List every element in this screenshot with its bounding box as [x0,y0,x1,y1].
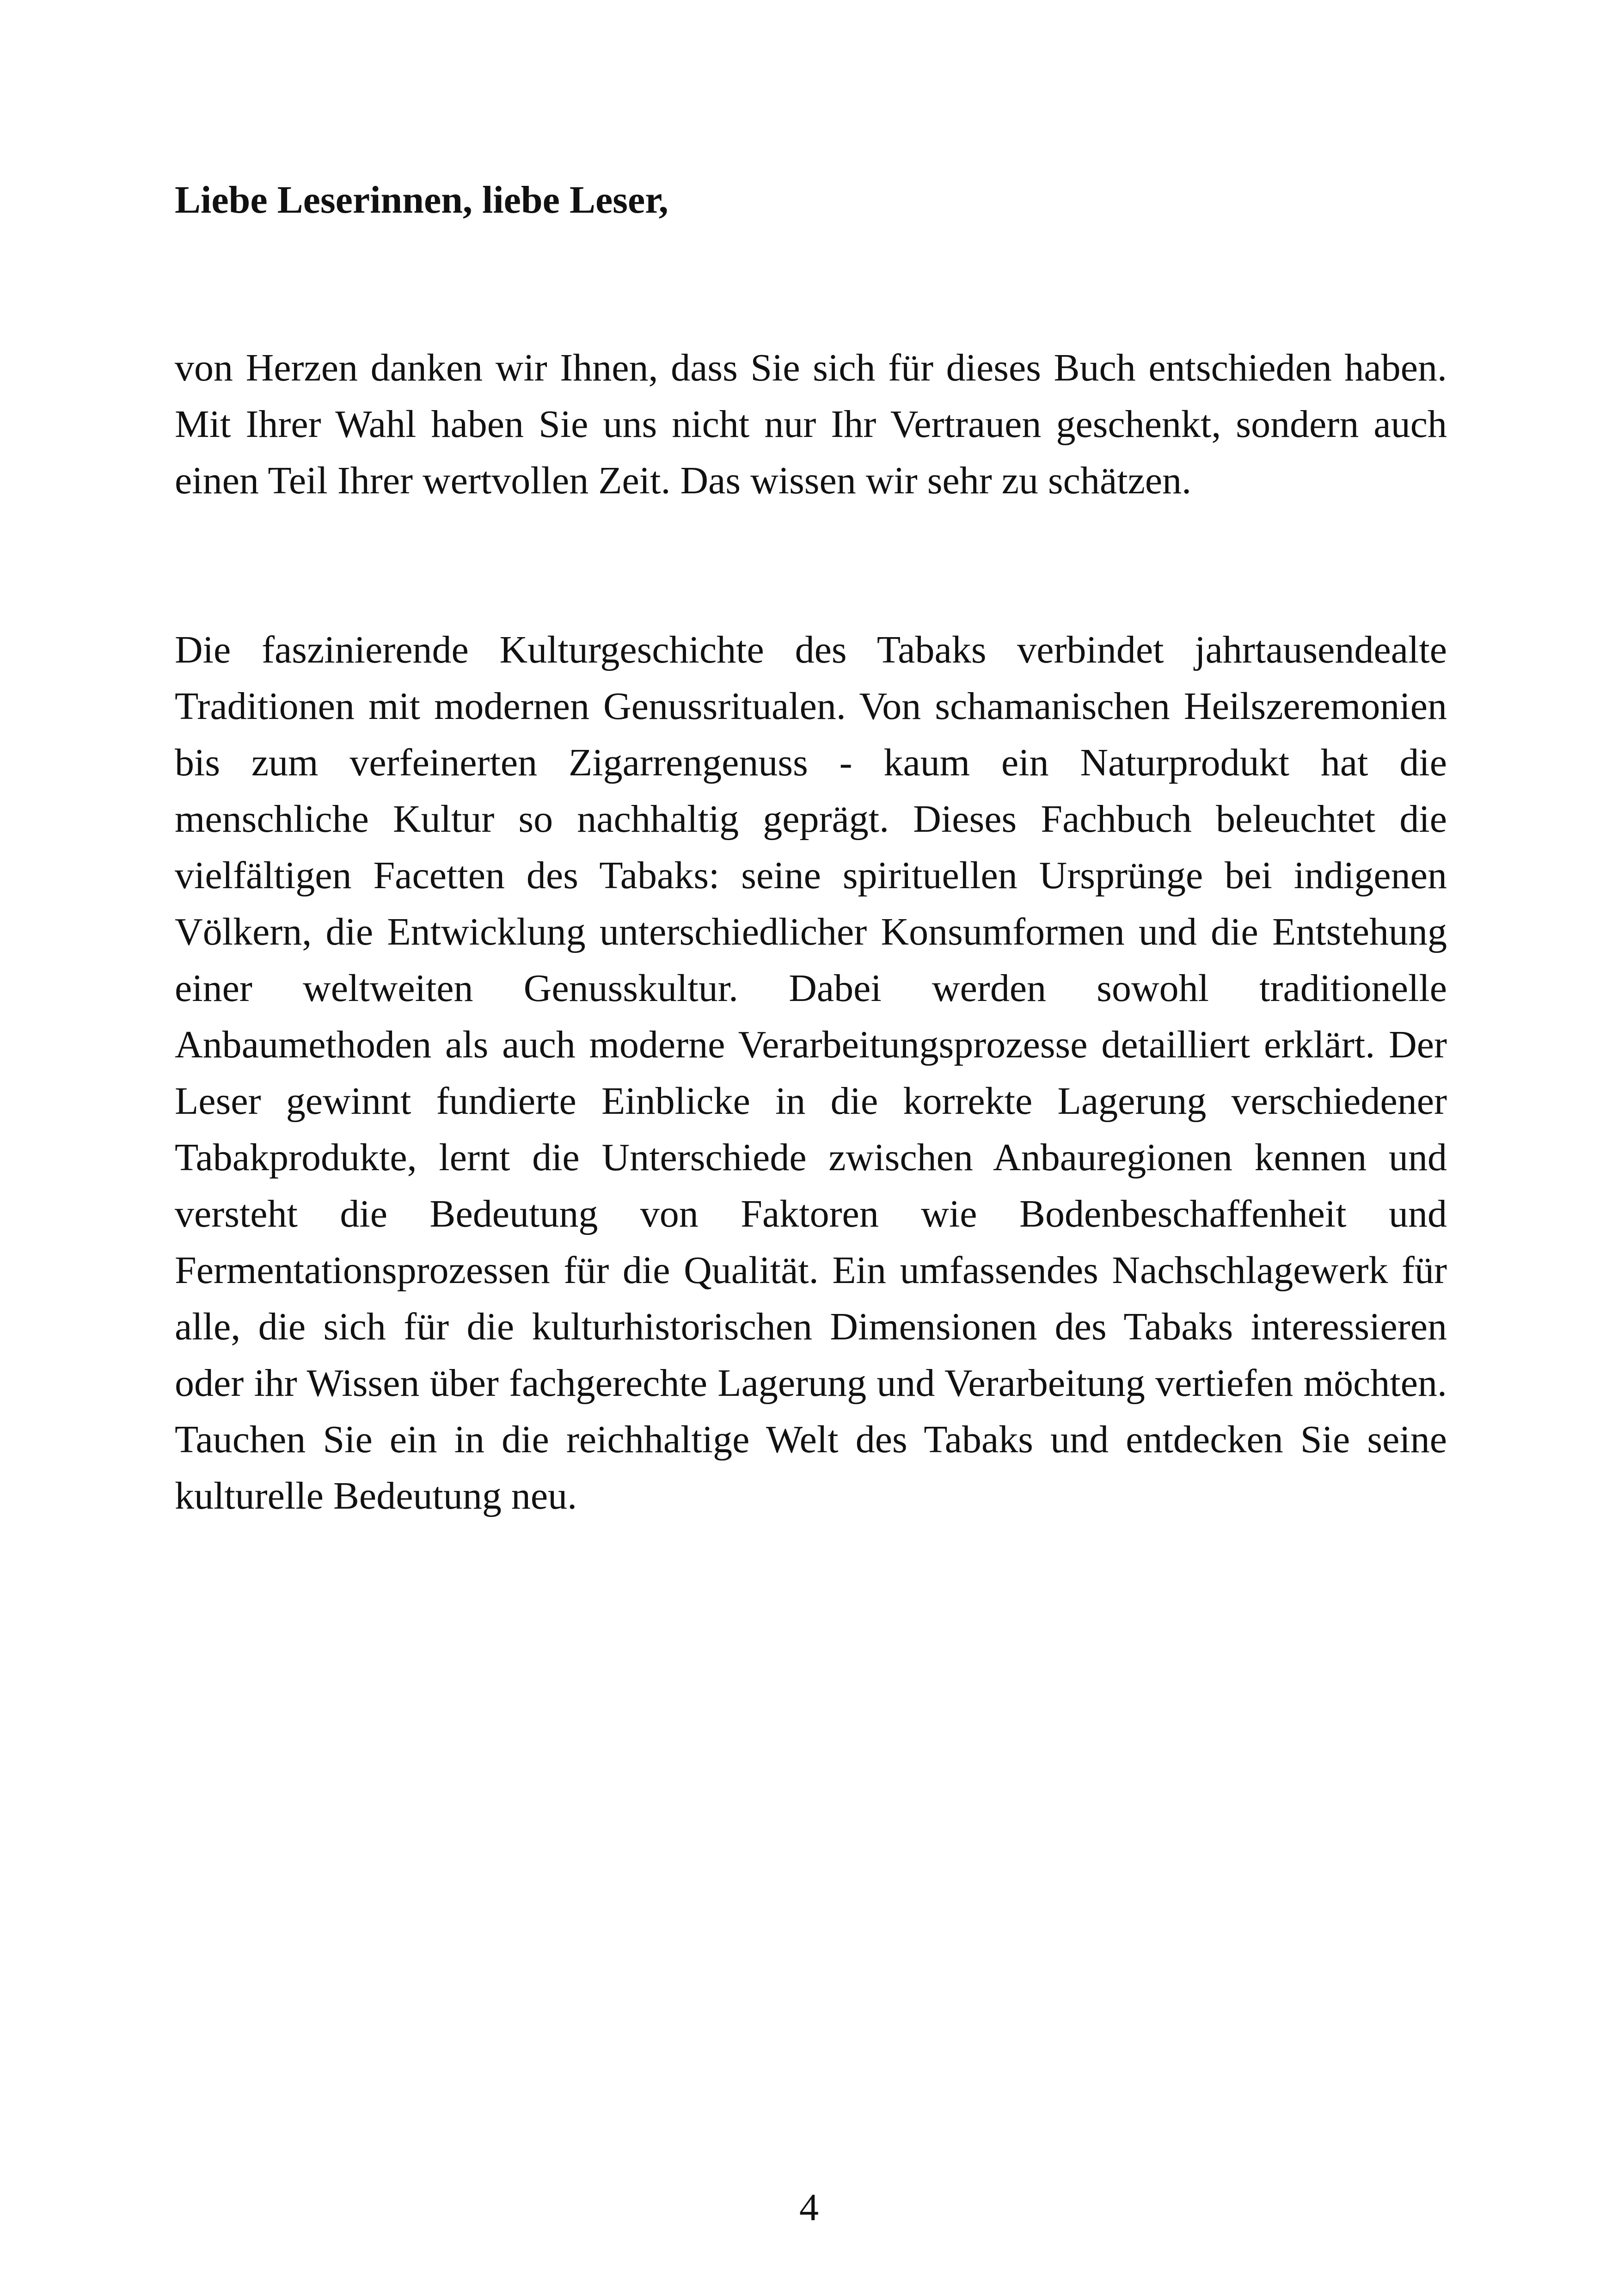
page-number: 4 [799,2186,819,2229]
salutation-heading: Liebe Leserinnen, liebe Leser, [175,178,668,221]
description-paragraph: Die faszinierende Kulturgeschichte des Tabaks verbindet jahrtausendealte Traditionen mit modernen Genussritualen. Von schamanischen Heilszeremonien bis zum verfeinerten Zigarrengenuss - kaum ein Naturprodukt hat die menschliche Kultur so nachhaltig geprägt. Dieses Fachbuch beleuchtet die vielfältigen Facetten des Tabaks: seine spirituellen Ursprünge bei indigenen Völkern, die Entwicklung unterschiedlicher Konsumformen und die Entstehung einer weltweiten Genusskultur. Dabei werden sowohl traditionelle Anbaumethoden als auch moderne Verarbeitungsprozesse detailliert erklärt. Der Leser gewinnt fundierte Einblicke in die korrekte Lagerung verschiedener Tabakprodukte, lernt die Unterschiede zwischen Anbauregionen kennen und versteht die Bedeutung von Faktoren wie Bodenbeschaffenheit und Fermentationsprozessen für die Qualität. Ein umfassendes Nachschlagewerk für alle, die sich für die kulturhistorischen Dimensionen des Tabaks interessieren oder ihr Wissen über fachgerechte Lagerung und Verarbeitung vertiefen möchten. Tauchen Sie ein in die reichhaltige Welt des Tabaks und entdecken Sie seine kulturelle Bedeutung neu. [175,628,1447,1517]
intro-paragraph: von Herzen danken wir Ihnen, dass Sie sich für dieses Buch entschieden haben. Mit Ihrer Wahl haben Sie uns nicht nur Ihr Vertrauen geschenkt, sondern auch einen Teil Ihrer wertvollen Zeit. Das wissen wir sehr zu schätzen. [175,346,1447,502]
